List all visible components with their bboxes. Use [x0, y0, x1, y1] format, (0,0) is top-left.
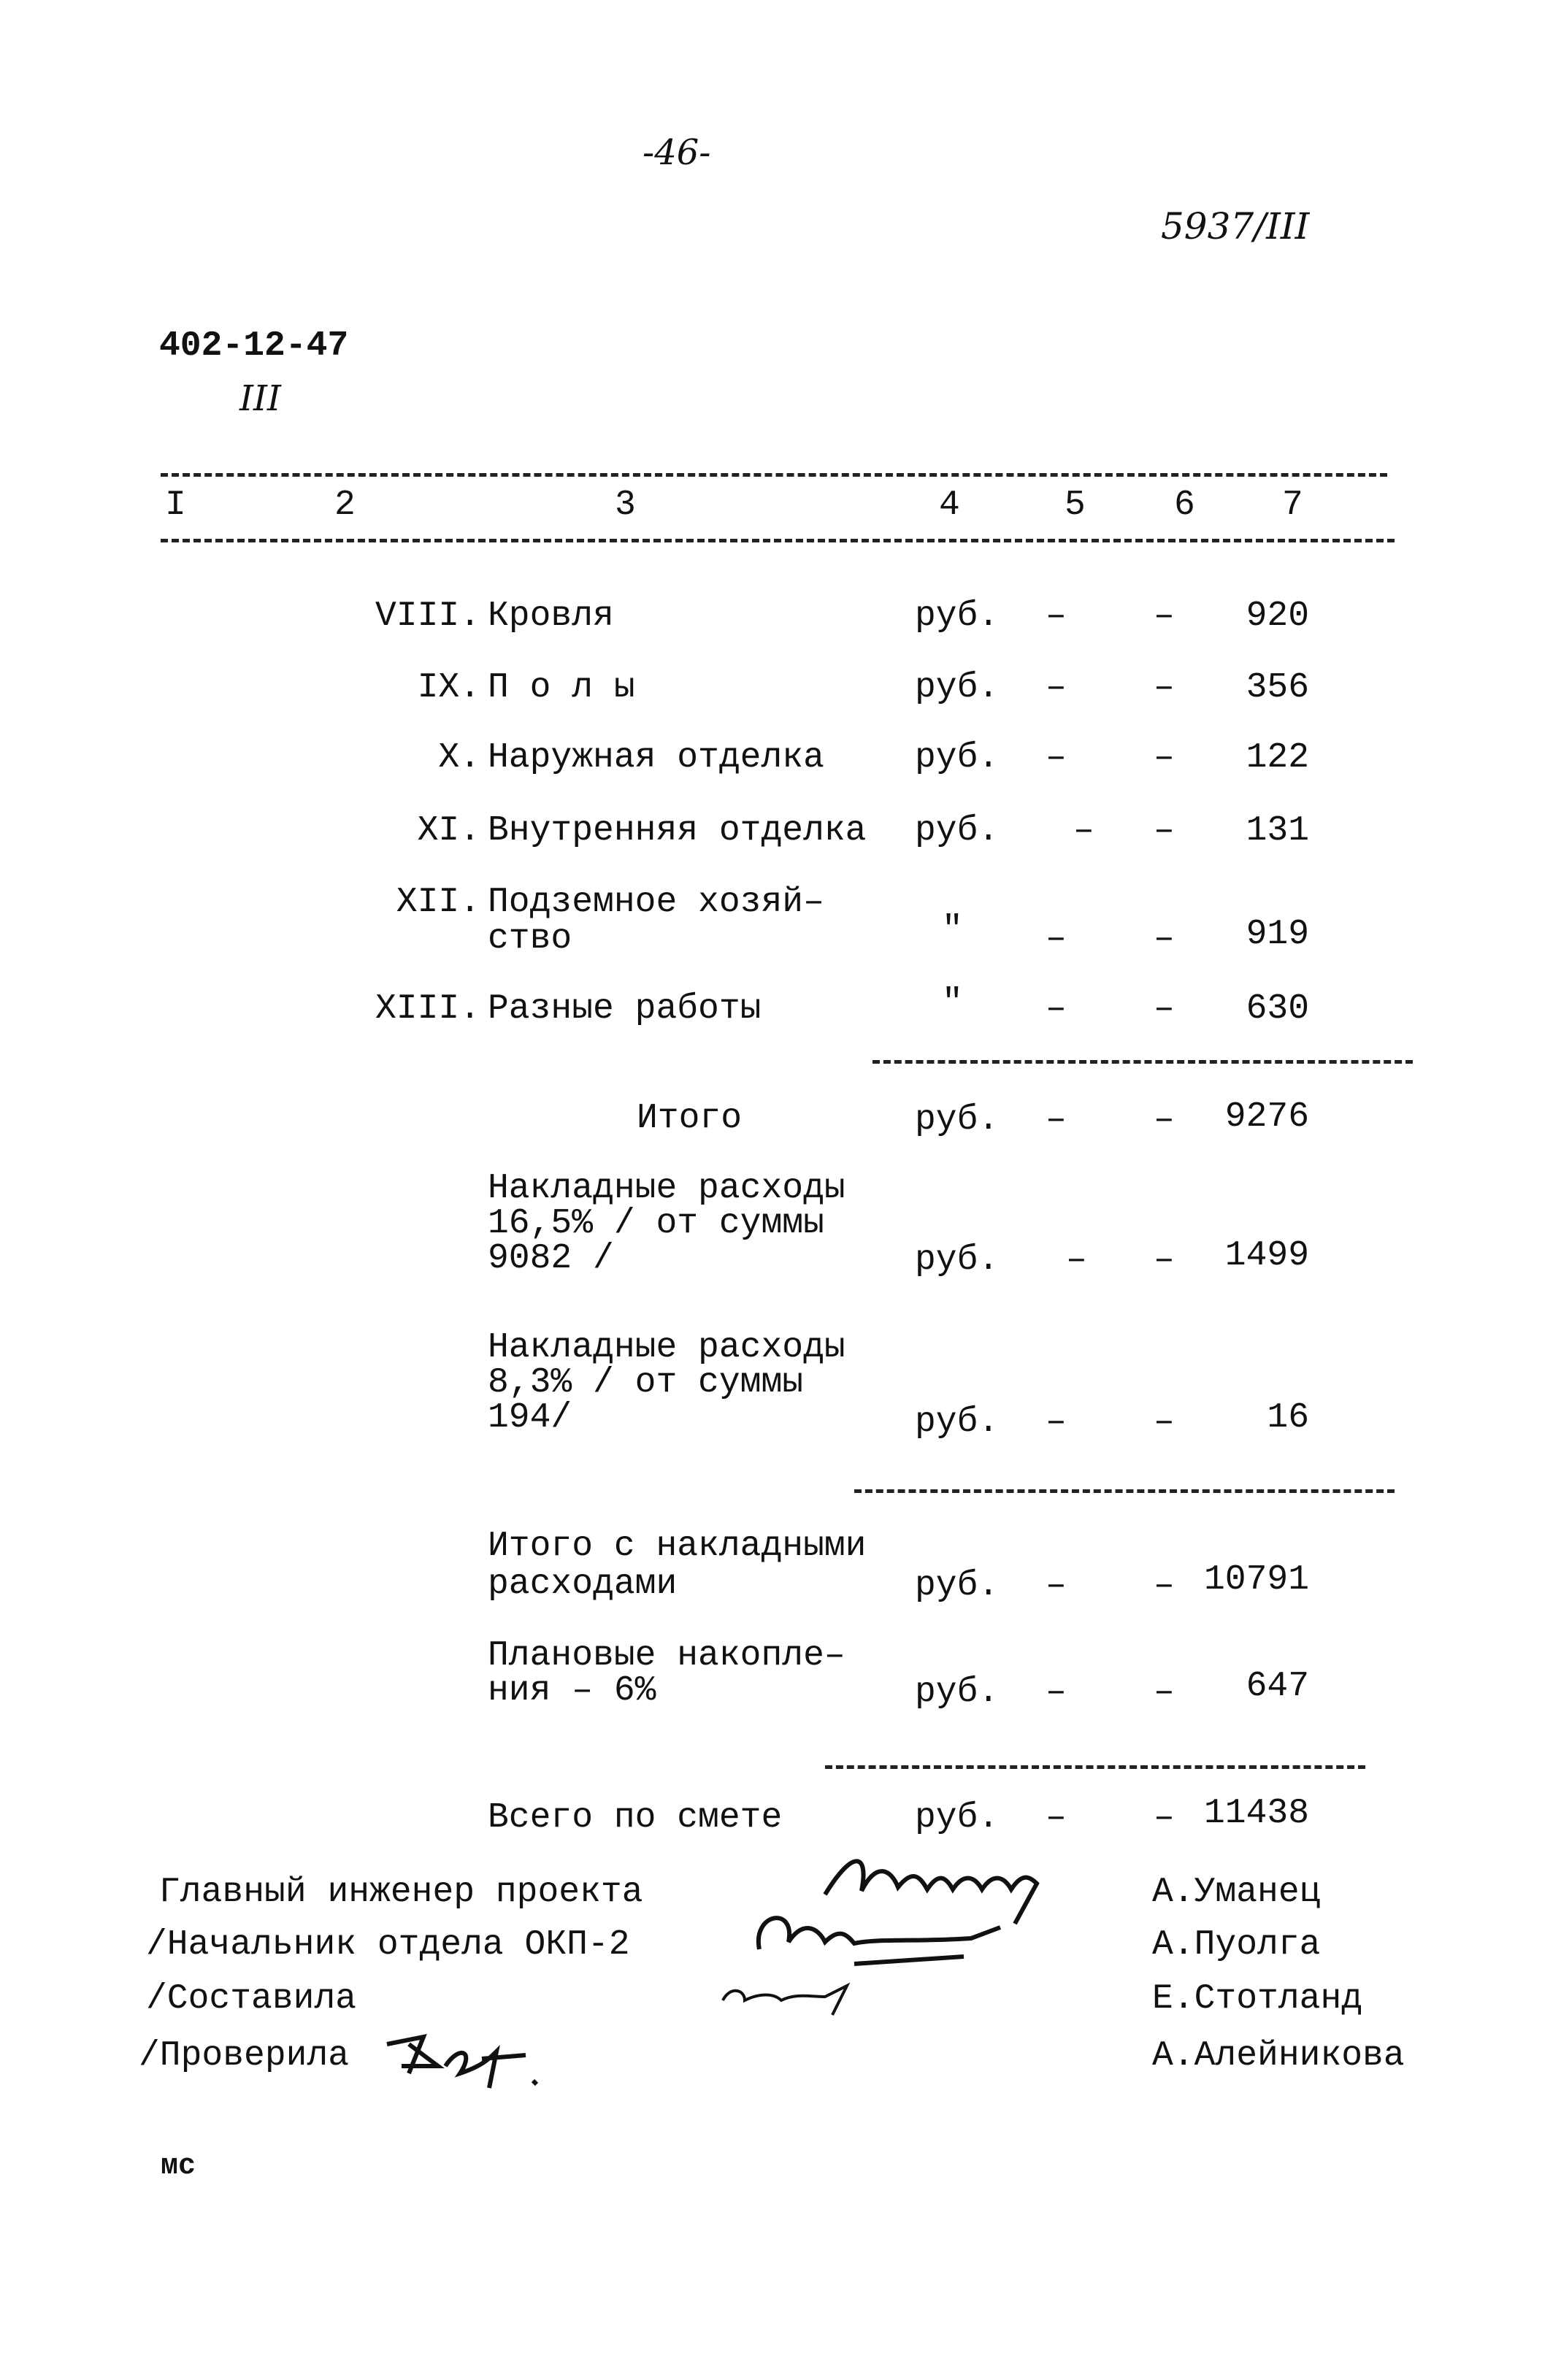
total-name: 194/ — [488, 1398, 572, 1437]
total-value: 9276 — [1224, 1097, 1309, 1137]
total-name: 16,5% / от суммы — [488, 1204, 824, 1243]
column-header: 2 — [334, 485, 356, 525]
total-unit: руб. — [915, 1566, 1000, 1605]
row-col6: – — [1154, 919, 1175, 959]
overhead-divider — [854, 1489, 1395, 1493]
row-unit: руб. — [915, 596, 1000, 636]
row-col5: – — [1073, 811, 1094, 851]
row-unit: руб. — [915, 738, 1000, 778]
row-col6: – — [1154, 989, 1175, 1029]
total-name: Итого с накладными — [488, 1527, 867, 1566]
total-name: Всего по смете — [488, 1798, 783, 1838]
grand-total-divider — [825, 1765, 1365, 1769]
column-header: 5 — [1065, 485, 1086, 525]
row-value: 920 — [1246, 596, 1309, 636]
row-number: XII. — [396, 883, 480, 922]
row-unit: руб. — [915, 811, 1000, 851]
document-part: III — [239, 378, 281, 419]
row-number: XIII. — [375, 989, 480, 1029]
signatory-role: /Начальник отдела ОКП-2 — [146, 1925, 630, 1965]
row-name: Кровля — [488, 596, 614, 636]
signatory-name: А.Пуолга — [1152, 1925, 1321, 1965]
row-name: Наружная отделка — [488, 738, 824, 778]
row-unit: " — [942, 983, 963, 1023]
page-number: -46- — [643, 132, 711, 173]
total-unit: руб. — [915, 1798, 1000, 1838]
total-value: 647 — [1246, 1667, 1309, 1706]
total-name: расходами — [488, 1565, 678, 1604]
column-header: I — [165, 485, 186, 525]
total-unit: руб. — [915, 1100, 1000, 1140]
total-col5: – — [1046, 1798, 1067, 1838]
total-col6: – — [1154, 1100, 1175, 1140]
total-unit: руб. — [915, 1673, 1000, 1712]
signatory-role: /Составила — [146, 1979, 357, 2019]
row-name: Разные работы — [488, 989, 762, 1029]
row-col6: – — [1154, 811, 1175, 851]
row-col6: – — [1154, 596, 1175, 636]
signatory-name: Е.Стотланд — [1152, 1979, 1363, 2019]
handwritten-signature — [730, 1898, 1037, 1971]
row-name: П о л ы — [488, 668, 635, 707]
row-col5: – — [1046, 668, 1067, 707]
row-col5: – — [1046, 989, 1067, 1029]
row-value: 131 — [1246, 811, 1309, 851]
handwritten-signature — [716, 1964, 891, 2022]
total-name: ния – 6% — [488, 1671, 656, 1711]
total-value: 16 — [1267, 1398, 1309, 1437]
total-name: 8,3% / от суммы — [488, 1363, 804, 1402]
row-value: 919 — [1246, 915, 1309, 954]
total-col5: – — [1046, 1402, 1067, 1442]
row-number: VIII. — [375, 596, 480, 636]
column-header: 3 — [615, 485, 636, 525]
column-header: 6 — [1174, 485, 1195, 525]
total-value: 11438 — [1203, 1794, 1309, 1833]
footer-mark: мс — [161, 2150, 196, 2183]
header-top-divider — [161, 473, 1387, 477]
row-number: XI. — [417, 811, 480, 851]
total-name: Плановые накопле– — [488, 1636, 845, 1675]
signatory-role: Главный инженер проекта — [159, 1873, 643, 1912]
handwritten-signature — [380, 2022, 562, 2103]
subtotal-divider — [872, 1060, 1413, 1064]
row-value: 356 — [1246, 668, 1309, 707]
total-col5: – — [1066, 1240, 1087, 1280]
row-name: ство — [488, 919, 572, 959]
column-header: 7 — [1282, 485, 1303, 525]
signatory-name: А.Уманец — [1152, 1873, 1321, 1912]
row-col5: – — [1046, 919, 1067, 959]
total-col6: – — [1154, 1566, 1175, 1605]
total-col5: – — [1046, 1100, 1067, 1140]
row-name: Подземное хозяй– — [488, 883, 824, 922]
total-col6: – — [1154, 1798, 1175, 1838]
row-number: IX. — [417, 668, 480, 707]
row-col5: – — [1046, 596, 1067, 636]
row-unit: " — [942, 910, 963, 950]
total-name: Итого — [637, 1099, 743, 1138]
total-unit: руб. — [915, 1402, 1000, 1442]
signatory-role: /Проверила — [139, 2036, 350, 2076]
total-col5: – — [1046, 1673, 1067, 1712]
row-number: X. — [438, 738, 480, 778]
total-value: 1499 — [1224, 1236, 1309, 1275]
total-col6: – — [1154, 1402, 1175, 1442]
row-col5: – — [1046, 738, 1067, 778]
row-value: 122 — [1246, 738, 1309, 778]
total-col6: – — [1154, 1673, 1175, 1712]
total-col5: – — [1046, 1566, 1067, 1605]
total-name: 9082 / — [488, 1239, 614, 1278]
row-name: Внутренняя отделка — [488, 811, 867, 851]
column-header: 4 — [939, 485, 960, 525]
total-unit: руб. — [915, 1240, 1000, 1280]
document-code: 402-12-47 — [159, 326, 349, 366]
total-col6: – — [1154, 1240, 1175, 1280]
row-value: 630 — [1246, 989, 1309, 1029]
header-bottom-divider — [161, 539, 1395, 542]
row-unit: руб. — [915, 668, 1000, 707]
signatory-name: А.Алейникова — [1152, 2036, 1405, 2076]
row-col6: – — [1154, 668, 1175, 707]
total-value: 10791 — [1203, 1560, 1309, 1600]
total-name: Накладные расходы — [488, 1328, 845, 1367]
sheet-reference: 5937/III — [1161, 205, 1310, 247]
total-name: Накладные расходы — [488, 1169, 845, 1208]
row-col6: – — [1154, 738, 1175, 778]
